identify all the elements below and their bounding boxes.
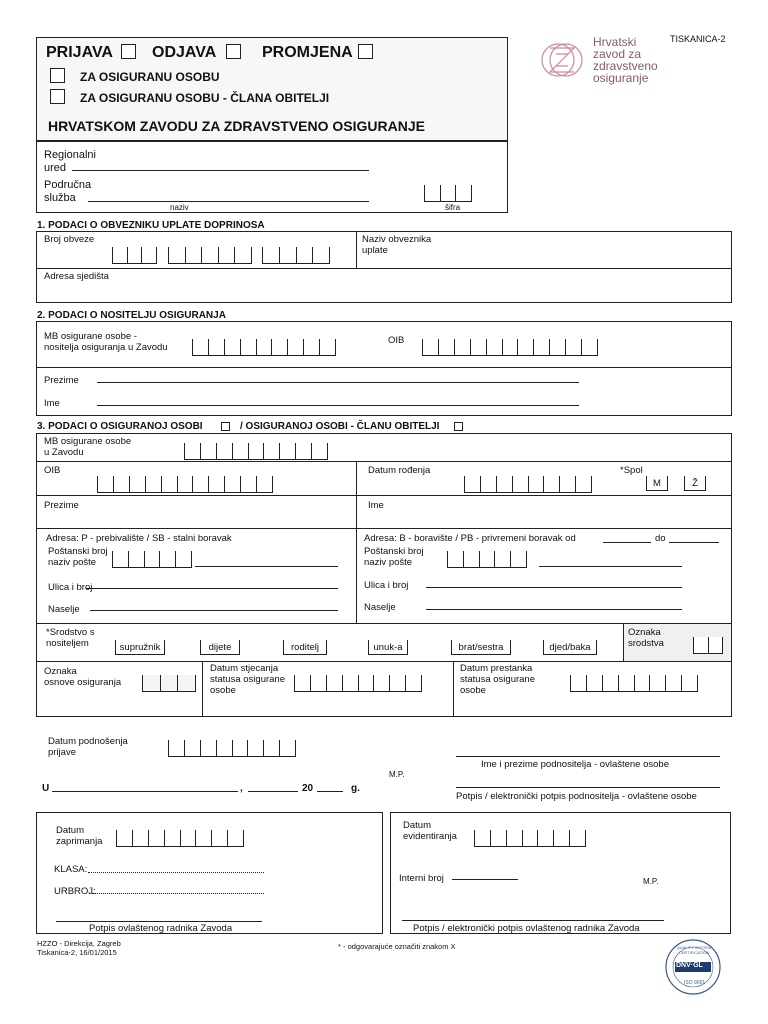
interni-broj-label: Interni broj (399, 873, 444, 884)
rel-roditelj[interactable]: roditelj (283, 640, 327, 655)
broj-obveze-cells-2[interactable] (168, 247, 252, 264)
potpis-podnositelja-field[interactable] (456, 787, 720, 788)
ime-podnositelja-field[interactable] (456, 756, 720, 757)
adresa-b-label: Adresa: B - boravište / PB - privremeni boravak od (364, 533, 576, 544)
adresa-p-label: Adresa: P - prebivalište / SB - stalni boravak (46, 533, 232, 544)
posta-l-field[interactable] (195, 566, 338, 567)
mb-nositelja-label: MB osigurane osobe - nositelja osiguranja u Zavodu (44, 331, 168, 353)
s3-title-a: 3. PODACI O OSIGURANOJ OSOBI (37, 421, 203, 432)
boravak-od-field[interactable] (603, 542, 651, 543)
institution-title: HRVATSKOM ZAVODU ZA ZDRAVSTVENO OSIGURANJE (48, 118, 425, 134)
broj-obveze-cells-1[interactable] (112, 247, 157, 264)
oznaka-srodstva-label: Oznaka srodstva (628, 627, 664, 649)
godina-label: 20 (302, 783, 314, 794)
prezime-osobe-label: Prezime (44, 500, 79, 511)
naselje-l-label: Naselje (48, 604, 80, 615)
broj-obveze-cells-3[interactable] (262, 247, 330, 264)
rel-unuk[interactable]: unuk-a (368, 640, 408, 655)
spol-z-box[interactable]: Ž (684, 476, 706, 491)
s2-title: 2. PODACI O NOSITELJU OSIGURANJA (37, 310, 226, 321)
klasa-label: KLASA: (54, 864, 88, 875)
urbroj-field[interactable] (92, 893, 264, 894)
potpis-radnika-r-label: Potpis / elektronički potpis ovlaštenog radnika Zavoda (413, 923, 640, 934)
potpis-podnositelja-label: Potpis / elektronički potpis podnositelja - ovlaštene osobe (456, 791, 697, 802)
klasa-field[interactable] (88, 872, 264, 873)
footer-left: HZZO - Direkcija, Zagreb Tiskanica-2, 16/01/2015 (37, 939, 121, 957)
logo-text: Hrvatski zavod za zdravstveno osiguranje (593, 35, 658, 85)
ulica-l-field[interactable] (86, 588, 338, 589)
naselje-l-field[interactable] (90, 610, 338, 611)
s1-title: 1. PODACI O OBVEZNIKU UPLATE DOPRINOSA (37, 220, 265, 231)
regional-label: Regionalni ured (44, 149, 96, 174)
cert-brand: DNV·GL (676, 962, 703, 969)
form-code: TISKANICA-2 (670, 34, 726, 44)
prijava-checkbox[interactable] (121, 44, 136, 59)
oib-nositelja-label: OIB (388, 335, 405, 346)
ime-nositelja-label: Ime (44, 398, 60, 409)
prezime-nositelja-field[interactable] (97, 382, 579, 383)
cert-top: QUALITY SYSTEM CERTIFICATION (676, 945, 712, 955)
interni-broj-field[interactable] (452, 879, 518, 880)
datum-evidentiranja-cells[interactable] (474, 830, 586, 847)
local-field[interactable] (88, 201, 369, 202)
datum-prestanka-cells[interactable] (570, 675, 698, 692)
postanski-l-cells[interactable] (112, 551, 192, 568)
oznaka-srodstva-cells[interactable] (693, 637, 723, 654)
mb-osobe-label: MB osigurane osobe u Zavodu (44, 436, 132, 458)
mp-label-2: M.P. (643, 877, 659, 886)
adresa-sjedista-label: Adresa sjedišta (44, 271, 109, 282)
ime-nositelja-field[interactable] (97, 405, 579, 406)
rel-djed-baka[interactable]: djed/baka (543, 640, 597, 655)
odjava-label: ODJAVA (152, 44, 217, 61)
oib-osobe-cells[interactable] (97, 476, 273, 493)
opt2-label: ZA OSIGURANU OSOBU - ČLANA OBITELJI (80, 91, 330, 105)
ulica-l-label: Ulica i broj (48, 582, 93, 593)
opt2-checkbox[interactable] (50, 89, 65, 104)
u-label: U (42, 783, 50, 794)
naselje-r-label: Naselje (364, 602, 396, 613)
datum-evidentiranja-label: Datum evidentiranja (403, 820, 457, 842)
cert-iso: ISO 9001 (684, 980, 706, 986)
datum-zaprimanja-label: Datum zaprimanja (56, 825, 103, 847)
spol-label: *Spol (620, 465, 643, 476)
naselje-r-field[interactable] (426, 609, 682, 610)
postanski-l-label: Poštanski broj naziv pošte (48, 546, 108, 568)
opt1-label: ZA OSIGURANU OSOBU (80, 70, 220, 84)
ime-osobe-label: Ime (368, 500, 384, 511)
datum-rodenja-cells[interactable] (464, 476, 592, 493)
datum-stjecanja-label: Datum stjecanja statusa osigurane osobe (210, 663, 285, 696)
potpis-radnika-l-field[interactable] (56, 921, 262, 922)
ulica-r-label: Ulica i broj (364, 580, 409, 591)
mb-osobe-cells[interactable] (184, 443, 328, 460)
ime-podnositelja-label: Ime i prezime podnositelja - ovlaštene osobe (481, 759, 669, 770)
postanski-r-cells[interactable] (447, 551, 527, 568)
comma-label: , (240, 783, 243, 794)
datum-rodenja-label: Datum rođenja (368, 465, 431, 476)
mjesto-field[interactable] (52, 791, 238, 792)
promjena-checkbox[interactable] (358, 44, 373, 59)
rel-brat-sestra[interactable]: brat/sestra (451, 640, 511, 655)
rel-suprug[interactable]: supružnik (115, 640, 165, 655)
hzzo-logo-icon (538, 36, 586, 84)
mp-label-1: M.P. (389, 770, 405, 779)
regional-field[interactable] (72, 170, 369, 171)
sifra-label: šifra (445, 203, 461, 212)
footer-note: * - odgovarajuće označiti znakom X (338, 942, 456, 951)
local-label: Područna služba (44, 179, 92, 204)
datum-zaprimanja-cells[interactable] (116, 830, 244, 847)
datum-podnosenja-label: Datum podnošenja prijave (48, 736, 128, 758)
ulica-r-field[interactable] (426, 587, 682, 588)
sifra-cells[interactable] (424, 185, 472, 202)
oib-nositelja-cells[interactable] (422, 339, 598, 356)
mb-nositelja-cells[interactable] (192, 339, 336, 356)
naziv-label: naziv (170, 203, 189, 212)
godina-field[interactable] (317, 791, 343, 792)
boravak-do-field[interactable] (669, 542, 719, 543)
rel-dijete[interactable]: dijete (200, 640, 240, 655)
opt1-checkbox[interactable] (50, 68, 65, 83)
odjava-checkbox[interactable] (226, 44, 241, 59)
naziv-obveznika-label: Naziv obveznika uplate (362, 234, 432, 256)
potpis-radnika-r-field[interactable] (402, 920, 664, 921)
oib-osobe-label: OIB (44, 465, 61, 476)
broj-obveze-label: Broj obveze (44, 234, 95, 245)
datum-stjecanja-cells[interactable] (294, 675, 422, 692)
potpis-radnika-l-label: Potpis ovlaštenog radnika Zavoda (89, 923, 233, 934)
posta-r-field[interactable] (539, 566, 682, 567)
spol-m-box[interactable]: M (646, 476, 668, 491)
datum-prestanka-label: Datum prestanka statusa osigurane osobe (460, 663, 535, 696)
s3-osoba-checkbox[interactable] (221, 422, 230, 431)
urbroj-label: URBROJ: (54, 886, 96, 897)
oznaka-osnove-cells[interactable] (142, 675, 196, 692)
office-box (36, 141, 508, 213)
prijava-label: PRIJAVA (46, 44, 113, 61)
srodstvo-label: *Srodstvo s nositeljem (46, 627, 95, 649)
prezime-nositelja-label: Prezime (44, 375, 79, 386)
oznaka-osnove-label: Oznaka osnove osiguranja (44, 666, 122, 688)
g-label: g. (351, 783, 360, 794)
datum-field[interactable] (248, 791, 298, 792)
datum-podnosenja-cells[interactable] (168, 740, 296, 757)
do-label: do (655, 533, 666, 544)
s3-clan-checkbox[interactable] (454, 422, 463, 431)
s3-title-b: / OSIGURANOJ OSOBI - ČLANU OBITELJI (240, 421, 440, 432)
promjena-label: PROMJENA (262, 44, 353, 61)
postanski-r-label: Poštanski broj naziv pošte (364, 546, 424, 568)
